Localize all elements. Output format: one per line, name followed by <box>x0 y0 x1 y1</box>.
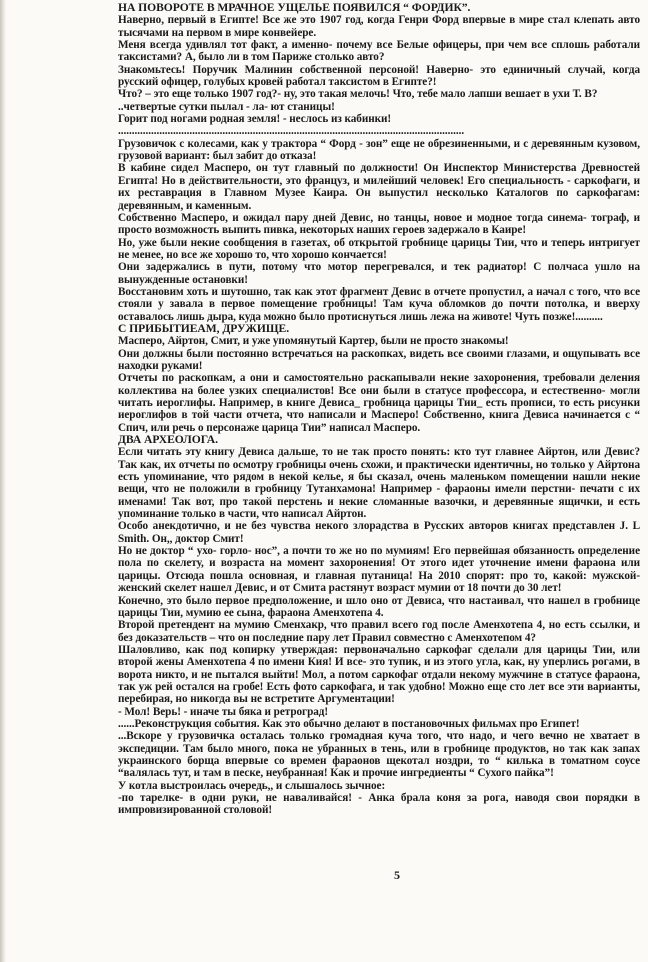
paragraph: Второй претендент на мумию Сменхакр, что правил всего год после Аменхотепа 4, но есть ссылки, и без доказательств – что он последние пару лет Правил совместно с Аменхотепом 4? <box>118 619 640 644</box>
paragraph: - Мол! Верь! - иначе ты бяка и ретроград! <box>118 705 329 718</box>
paragraph: В кабине сидел Масперо, он тут главный по должности! Он Инспектор Министерства Древностей Египта! Но в действительности, это француз, и милейший человек! Его специальность - саркофаги, и их реставрация в Главном Музее Каира. Он выпустил несколько Каталогов по саркофагам: деревянным, и каменным. <box>118 162 640 212</box>
paragraph: ...Вскоре у грузовичка осталась только громадная куча того, что надо, и чего вечно не хватает в экспедиции. Там было много, пока не убранных в тень, или в гробнице продуктов, но так как запах украинского борща впервые со времен фараонов щекотал ноздри, то “ килька в томатном соусе “валялась тут, и там в песке, неубранная! Как и прочие ингредиенты “ Сухого пайка”! <box>118 730 640 780</box>
paragraph: Горит под ногами родная земля! - неслось из кабинки! <box>118 113 392 126</box>
document-page <box>118 0 642 962</box>
paragraph: Шаловливо, как под копирку утверждая: первоначально саркофаг сделали для царицы Тии, или второй жены Аменхотепа 4 по имени Кия! И все- это тупик, и из этого угла, как, ну уперлись рогами, в ворота никто, и не пытался выйти! Мол, а потом саркофаг отдали некому мужчине в статусе фараона, так уж рей остался на гробе! Есть фото саркофага, и так удобно! Можно еще сто лет все эти варианты, перебирая, но никогда вы не встретите Аргументации! <box>118 643 640 706</box>
dotted-separator: .............................................................................................................................. <box>118 125 465 138</box>
paragraph: У котла выстроилась очередь,, и слышалось зычное: <box>118 779 386 792</box>
paragraph: Масперо, Айртон, Смит, и уже упомянутый Картер, были не просто знакомы! <box>118 335 509 348</box>
paragraph: Знакомьтесь! Поручик Малинин собственной персоной! Наверно- это единичный случай, когда русский офицер, голубых кровей работал таксистом в Египте?! <box>118 63 640 89</box>
paragraph: ..четвертые сутки пылал - ла- ют станицы! <box>118 100 335 113</box>
paragraph: Они задержались в пути, потому что мотор перегревался, и тек радиатор! С полчаса ушло на вынужденные остановки! <box>118 261 640 286</box>
paragraph: Конечно, это было первое предположение, и шло оно от Девиса, что настаивал, что нашел в гробнице царицы Тии, мумию ее сына, фараона Аменхотепа 4. <box>118 594 640 619</box>
paragraph: Отчеты по раскопкам, а они и самостоятельно раскапывали некие захоронения, требовали деления коллектива на более узких специалистов! Все они были в статусе профессора, и естественно- могли читать иероглифы. Например, в книге Девиса_ гробница царицы Тии_ есть прописи, то есть рисунки иероглифов в той части отчета, что написали и Масперо! Собственно, книга Девиса начинается с “ Спич, или речь о персонаже царица Тии” написал Масперо. <box>118 372 640 434</box>
paragraph: Особо анекдотично, и не без чувства некого злорадства в Русских авторов книгах представлен J. L Smith. Он,, доктор Смит! <box>118 520 640 545</box>
paragraph: Грузовичок с колесами, как у трактора “ Форд - зон” еще не обрезиненными, и с деревянным кузовом, грузовой вариант: был забит до отказа! <box>118 137 640 163</box>
paragraph: Собственно Масперо, и ожидал пару дней Девис, но танцы, новое и модное тогда синема- тограф, и просто возможность выпить пивка, некоторых наших героев задержало в Каире! <box>118 211 640 237</box>
paragraph: -по тарелке- в одни руки, не наваливайся! - Анка брала коня за рога, наводя свои порядки в импровизированной столовой! <box>118 792 640 817</box>
page-number: 5 <box>394 868 400 882</box>
paragraph: Восстановим хоть и шутошно, так как этот фрагмент Девис в отчете пропустил, а начал с того, что все стояли у завала в первое помещение гробницы! Там куча обломков до почти потолка, и вверху оставалось лишь дыра, куда можно было протиснуться лишь лежа на животе! Чуть позже!.......... <box>118 285 640 323</box>
paragraph: Но не доктор “ ухо- горло- нос”, а почти то же но по мумиям! Его первейшая обязанность определение пола по скелету, и возраста на момент захоронения! От этого идет уточнение имени фараона или царицы. Отсюда пошла основная, и главная путаница! На 2010 спорят: про то, какой: мужской- женский скелет нашел Девис, и от Смита растянут возраст мумии от 18 почти до 30 лет! <box>118 545 640 595</box>
paragraph: Что? – это еще только 1907 год?- ну, это такая мелочь! Что, тебе мало лапши вешает в ухи Т. В? <box>118 88 598 101</box>
paragraph: Меня всегда удивлял тот факт, а именно- почему все Белые офицеры, при чем все сплошь работали таксистами? А, было ли в том Париже столько авто? <box>118 39 640 64</box>
heading-arrival: С ПРИБЫТИЕАМ, ДРУЖИЩЕ. <box>118 321 290 335</box>
paragraph: ......Реконструкция события. Как это обычно делают в постановочных фильмах про Египет! <box>118 717 580 730</box>
document-body <box>118 2 640 817</box>
paragraph: Если читать эту книгу Девиса дальше, то не так просто понять: кто тут главнее Айртон, или Девис? Так как, их отчеты по осмотру гробницы очень схожи, и практически идентичны, но только у Айртона есть упоминание, что рядом в некой келье, я бы сказал, очень маленьком помещении нашли некие вещи, что не положили в гробницу Тутанхамона! Например - фараоны имели перстни- печати с их именами! Так вот, про такой перстень и некие сломанные вазочки, и деревянные ящички, и есть упоминание только в части, что написал Айртон. <box>118 446 640 521</box>
paragraph: Наверно, первый в Египте! Все же это 1907 год, когда Генри Форд впервые в мире стал клепать авто тысячами на первом в мире конвейере. <box>118 14 640 39</box>
heading-fordik: НА ПОВОРОТЕ В МРАЧНОЕ УЩЕЛЬЕ ПОЯВИЛСЯ “ ФОРДИК”. <box>118 1 471 14</box>
heading-two-archaeologists: ДВА АРХЕОЛОГА. <box>118 433 218 447</box>
scan-edge-shadow <box>0 0 6 962</box>
paragraph: Но, уже были некие сообщения в газетах, об открытой гробнице царицы Тии, что и теперь интригует не менее, но все же хорошо то, что хорошо кончается! <box>118 236 640 261</box>
paragraph: Они должны были постоянно встречаться на раскопках, видеть все своими глазами, и ощупывать все находки руками! <box>118 347 640 372</box>
